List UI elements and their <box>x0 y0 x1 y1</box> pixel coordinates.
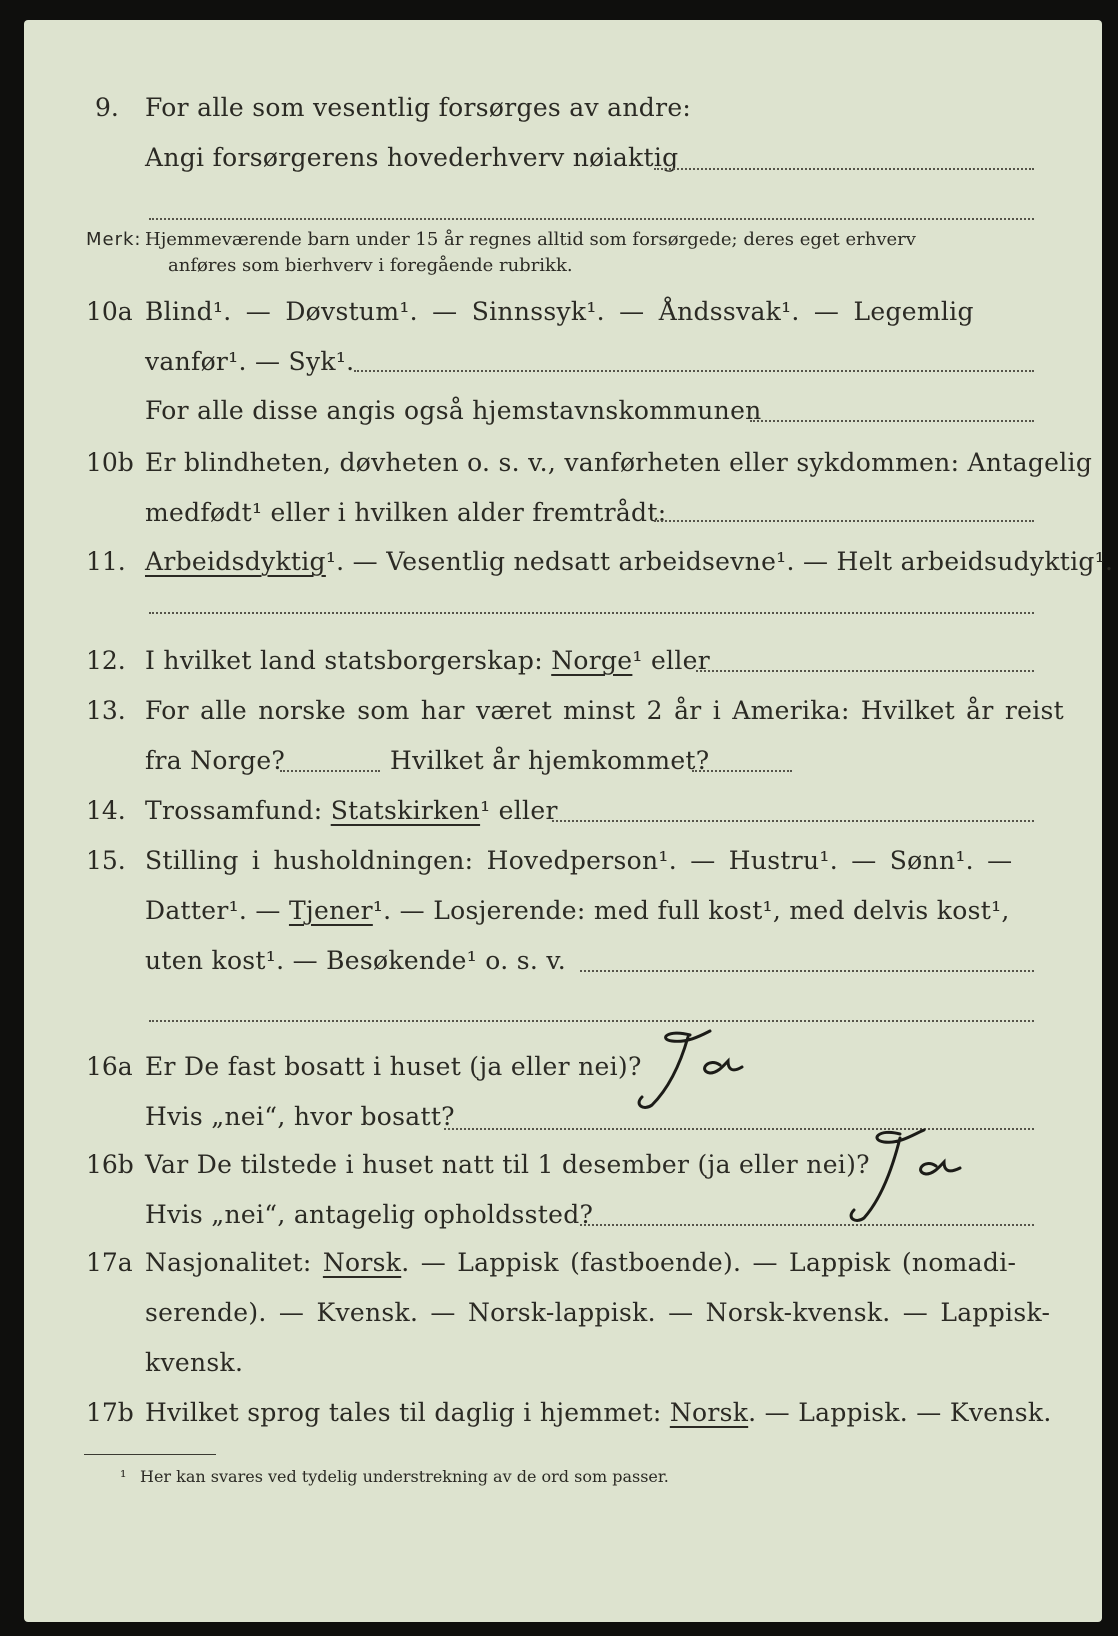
q14-number: 14. <box>86 796 126 825</box>
q15-text-line3: uten kost¹. — Besøkende¹ o. s. v. <box>145 946 567 975</box>
q17b-number: 17b <box>86 1398 134 1427</box>
q17a-question: Nasjonalitet: <box>145 1248 323 1277</box>
q12-post: ¹ eller <box>632 646 710 675</box>
q10a-answer-line <box>354 370 1034 372</box>
q17a-text-line1 <box>145 1248 1016 1277</box>
q12-number: 12. <box>86 646 126 675</box>
q10a-municipality-line <box>750 420 1034 422</box>
q17a-number: 17a <box>86 1248 133 1277</box>
q15-text-line2 <box>145 896 1010 925</box>
q14-question: Trossamfund: <box>145 796 331 825</box>
q15-line2-start: Datter¹. — <box>145 896 289 925</box>
form-page <box>24 20 1114 1622</box>
q15-line2-end: ¹. — Losjerende: med full kost¹, med delvis kost¹, <box>372 896 1010 925</box>
q11-selected-option: Arbeidsdyktig <box>145 547 326 576</box>
q10b-text-line1: Er blindheten, døvheten o. s. v., vanførheten eller sykdommen: Antagelig <box>145 448 1093 477</box>
q17b-other-options: . — Lappisk. — Kvensk. <box>748 1398 1052 1427</box>
q12-selected-option: Norge <box>551 646 633 675</box>
q9-extra-line <box>149 218 1034 220</box>
q10a-text-line2: vanfør¹. — Syk¹. <box>145 347 355 376</box>
q11-text <box>145 547 1113 576</box>
q11-other-options: ¹. — Vesentlig nedsatt arbeidsevne¹. — Helt arbeidsudyktig¹. <box>325 547 1114 576</box>
q10a-text-line1: Blind¹. — Døvstum¹. — Sinnssyk¹. — Åndssvak¹. — Legemlig <box>145 297 974 326</box>
q13-number: 13. <box>86 696 126 725</box>
q10b-number: 10b <box>86 448 134 477</box>
q13-return-line <box>692 770 792 772</box>
q13-departure-line <box>280 770 380 772</box>
q17b-selected-option: Norsk <box>669 1398 749 1427</box>
q15-text-line1: Stilling i husholdningen: Hovedperson¹. — Hustru¹. — Sønn¹. — <box>145 846 1013 875</box>
q9-number: 9. <box>95 93 119 122</box>
q14-post: ¹ eller <box>480 796 558 825</box>
q15-number: 15. <box>86 846 126 875</box>
q16b-text-line1: Var De tilstede i huset natt til 1 desember (ja eller nei)? <box>145 1150 870 1179</box>
q9-text-line1: For alle som vesentlig forsørges av andre: <box>145 93 692 122</box>
q10b-answer-line <box>654 520 1034 522</box>
q16a-number: 16a <box>86 1052 133 1081</box>
q10a-text-line3: For alle disse angis også hjemstavnskommunen <box>145 396 762 425</box>
merk-line1: Hjemmeværende barn under 15 år regnes alltid som forsørgede; deres eget erhverv <box>145 229 916 250</box>
q13-text-line2a: fra Norge? <box>145 746 286 775</box>
footnote-rule <box>84 1454 216 1455</box>
q9-text-line2: Angi forsørgerens hovederhverv nøiaktig <box>145 143 679 172</box>
q17a-text-line2: serende). — Kvensk. — Norsk-lappisk. — Norsk-kvensk. — Lappisk- <box>145 1298 1051 1327</box>
q12-answer-line <box>696 670 1034 672</box>
q12-question: I hvilket land statsborgerskap: <box>145 646 552 675</box>
q11-extra-line <box>149 612 1034 614</box>
q16b-text-line2: Hvis „nei“, antagelig opholdssted? <box>145 1200 594 1229</box>
q17b-text <box>145 1398 1052 1427</box>
q16b-number: 16b <box>86 1150 134 1179</box>
footnote-text: Her kan svares ved tydelig understrekning av de ord som passer. <box>140 1467 669 1486</box>
q16a-handwritten-answer <box>628 1025 778 1119</box>
q14-selected-option: Statskirken <box>330 796 481 825</box>
q16b-answer-line <box>580 1224 1034 1226</box>
q11-number: 11. <box>86 547 126 576</box>
q16a-text-line2: Hvis „nei“, hvor bosatt? <box>145 1102 455 1131</box>
q15-answer-line <box>580 970 1034 972</box>
q14-text <box>145 796 558 825</box>
q17a-selected-option: Norsk <box>322 1248 402 1277</box>
q13-text-line2b: Hvilket år hjemkommet? <box>390 746 710 775</box>
q17b-question: Hvilket sprog tales til daglig i hjemmet: <box>145 1398 670 1427</box>
q15-selected-option: Tjener <box>288 896 373 925</box>
q10a-number: 10a <box>86 297 133 326</box>
q17a-text-line3: kvensk. <box>145 1348 244 1377</box>
merk-line2: anføres som bierhverv i foregående rubrikk. <box>168 255 573 276</box>
q16a-text-line1: Er De fast bosatt i huset (ja eller nei)? <box>145 1052 642 1081</box>
footnote-mark: ¹ <box>120 1467 127 1486</box>
q15-extra-line <box>149 1020 1034 1022</box>
merk-label: Merk: <box>86 229 142 250</box>
q10b-text-line2: medfødt¹ eller i hvilken alder fremtrådt: <box>145 498 667 527</box>
q16b-handwritten-answer <box>842 1120 992 1234</box>
q9-answer-line <box>654 168 1034 170</box>
q14-answer-line <box>552 820 1034 822</box>
q12-text <box>145 646 710 675</box>
q17a-line1-rest: . — Lappisk (fastboende). — Lappisk (nomadi- <box>401 1248 1017 1277</box>
q13-text-line1: For alle norske som har været minst 2 år i Amerika: Hvilket år reist <box>145 696 1065 725</box>
